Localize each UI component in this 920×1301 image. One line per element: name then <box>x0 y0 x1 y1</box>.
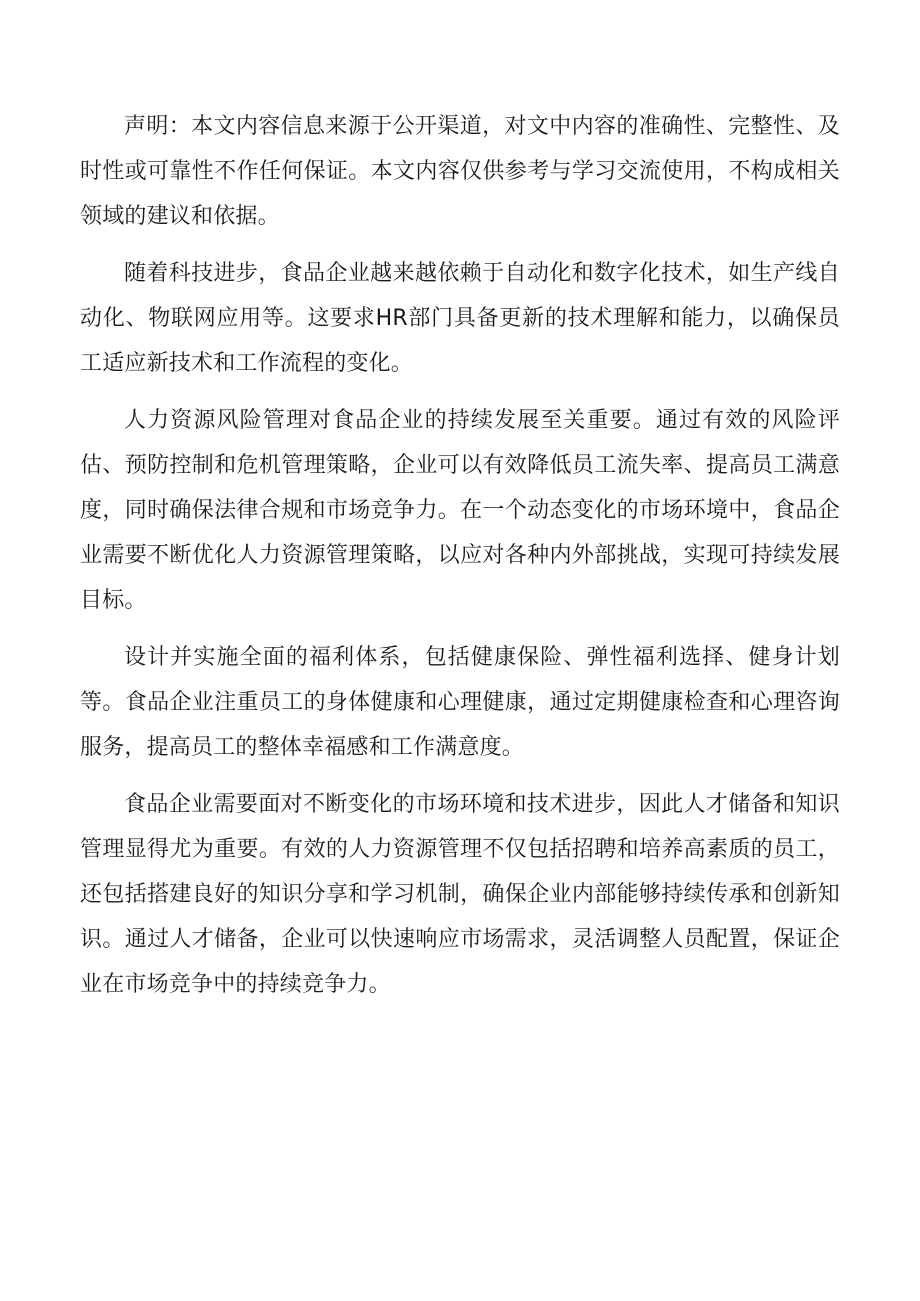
body-paragraph: 设计并实施全面的福利体系，包括健康保险、弹性福利选择、健身计划等。食品企业注重员工的身体健康和心理健康，通过定期健康检查和心理咨询服务，提高员工的整体幸福感和工作满意度。 <box>80 645 840 760</box>
body-paragraph: 食品企业需要面对不断变化的市场环境和技术进步，因此人才储备和知识管理显得尤为重要。有效的人力资源管理不仅包括招聘和培养高素质的员工，还包括搭建良好的知识分享和学习机制，确保企业内部能够持续传承和创新知识。通过人才储备，企业可以快速响应市场需求，灵活调整人员配置，保证企业在市场竞争中的持续竞争力。 <box>80 792 840 997</box>
document-body <box>80 104 840 1019</box>
disclaimer-paragraph: 声明：本文内容信息来源于公开渠道，对文中内容的准确性、完整性、及时性或可靠性不作任何保证。本文内容仅供参考与学习交流使用，不构成相关领域的建议和依据。 <box>80 114 840 229</box>
body-paragraph: 人力资源风险管理对食品企业的持续发展至关重要。通过有效的风险评估、预防控制和危机管理策略，企业可以有效降低员工流失率、提高员工满意度，同时确保法律合规和市场竞争力。在一个动态变化的市场环境中，食品企业需要不断优化人力资源管理策略，以应对各种内外部挑战，实现可持续发展目标。 <box>80 408 840 613</box>
body-paragraph: 随着科技进步，食品企业越来越依赖于自动化和数字化技术，如生产线自动化、物联网应用等。这要求HR部门具备更新的技术理解和能力，以确保员工适应新技术和工作流程的变化。 <box>80 261 840 376</box>
